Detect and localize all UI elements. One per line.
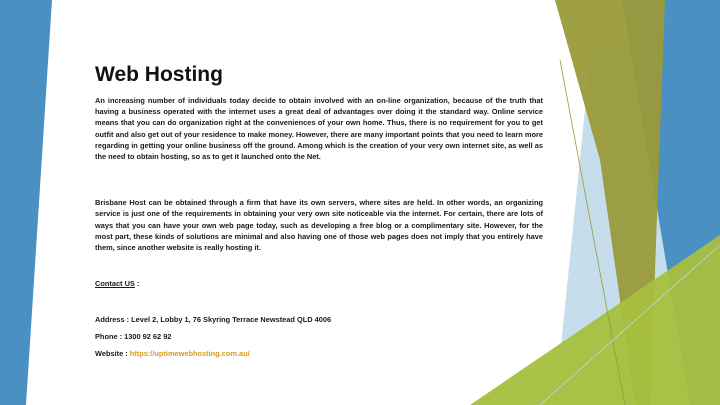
phone-line bbox=[95, 331, 543, 342]
contact-heading-text: Contact US bbox=[95, 279, 135, 289]
content-area bbox=[95, 62, 543, 359]
website-link[interactable]: https://uptimewebhosting.com.au/ bbox=[129, 349, 250, 359]
contact-heading bbox=[95, 278, 543, 289]
website-line bbox=[95, 348, 543, 359]
address-line bbox=[95, 314, 543, 325]
address-value: Level 2, Lobby 1, 76 Skyring Terrace Newstead QLD 4006 bbox=[131, 315, 332, 325]
phone-label: Phone : bbox=[95, 332, 125, 342]
phone-value: 1300 92 62 92 bbox=[124, 332, 172, 342]
website-label: Website : bbox=[95, 349, 130, 359]
paragraph-intro: An increasing number of individuals today decide to obtain involved with an on-line organization, because of the truth that having a business operated with the internet uses a great deal of advantages over doing it the standard way. Online service means that you can do organization right at the conveniences of your own home. Thus, there is no requirement for you to get outfit and also get out of your residence to make money. However, there are many important points that you need to learn more regarding in getting your online business off the ground. Among which is the creation of your very own internet site, as well as the need to obtain hosting, so as to get it launched onto the Net. bbox=[95, 96, 543, 162]
page-title: Web Hosting bbox=[95, 63, 223, 86]
contact-heading-suffix: : bbox=[134, 279, 140, 289]
paragraph-brisbane-host: Brisbane Host can be obtained through a firm that have its own servers, where sites are held. In other words, an organizing service is just one of the requirements in obtaining your very own site noticeable via the internet. For certain, there are lots of ways that you can have your own web page today, such as developing a free blog or a complimentary site. However, for the most part, these kinds of solutions are minimal and also having one of those web pages does not imply that you entirely have them, since another website is really hosting it. bbox=[95, 198, 543, 253]
address-label: Address : bbox=[95, 315, 132, 325]
left-blue-shape bbox=[0, 0, 52, 405]
